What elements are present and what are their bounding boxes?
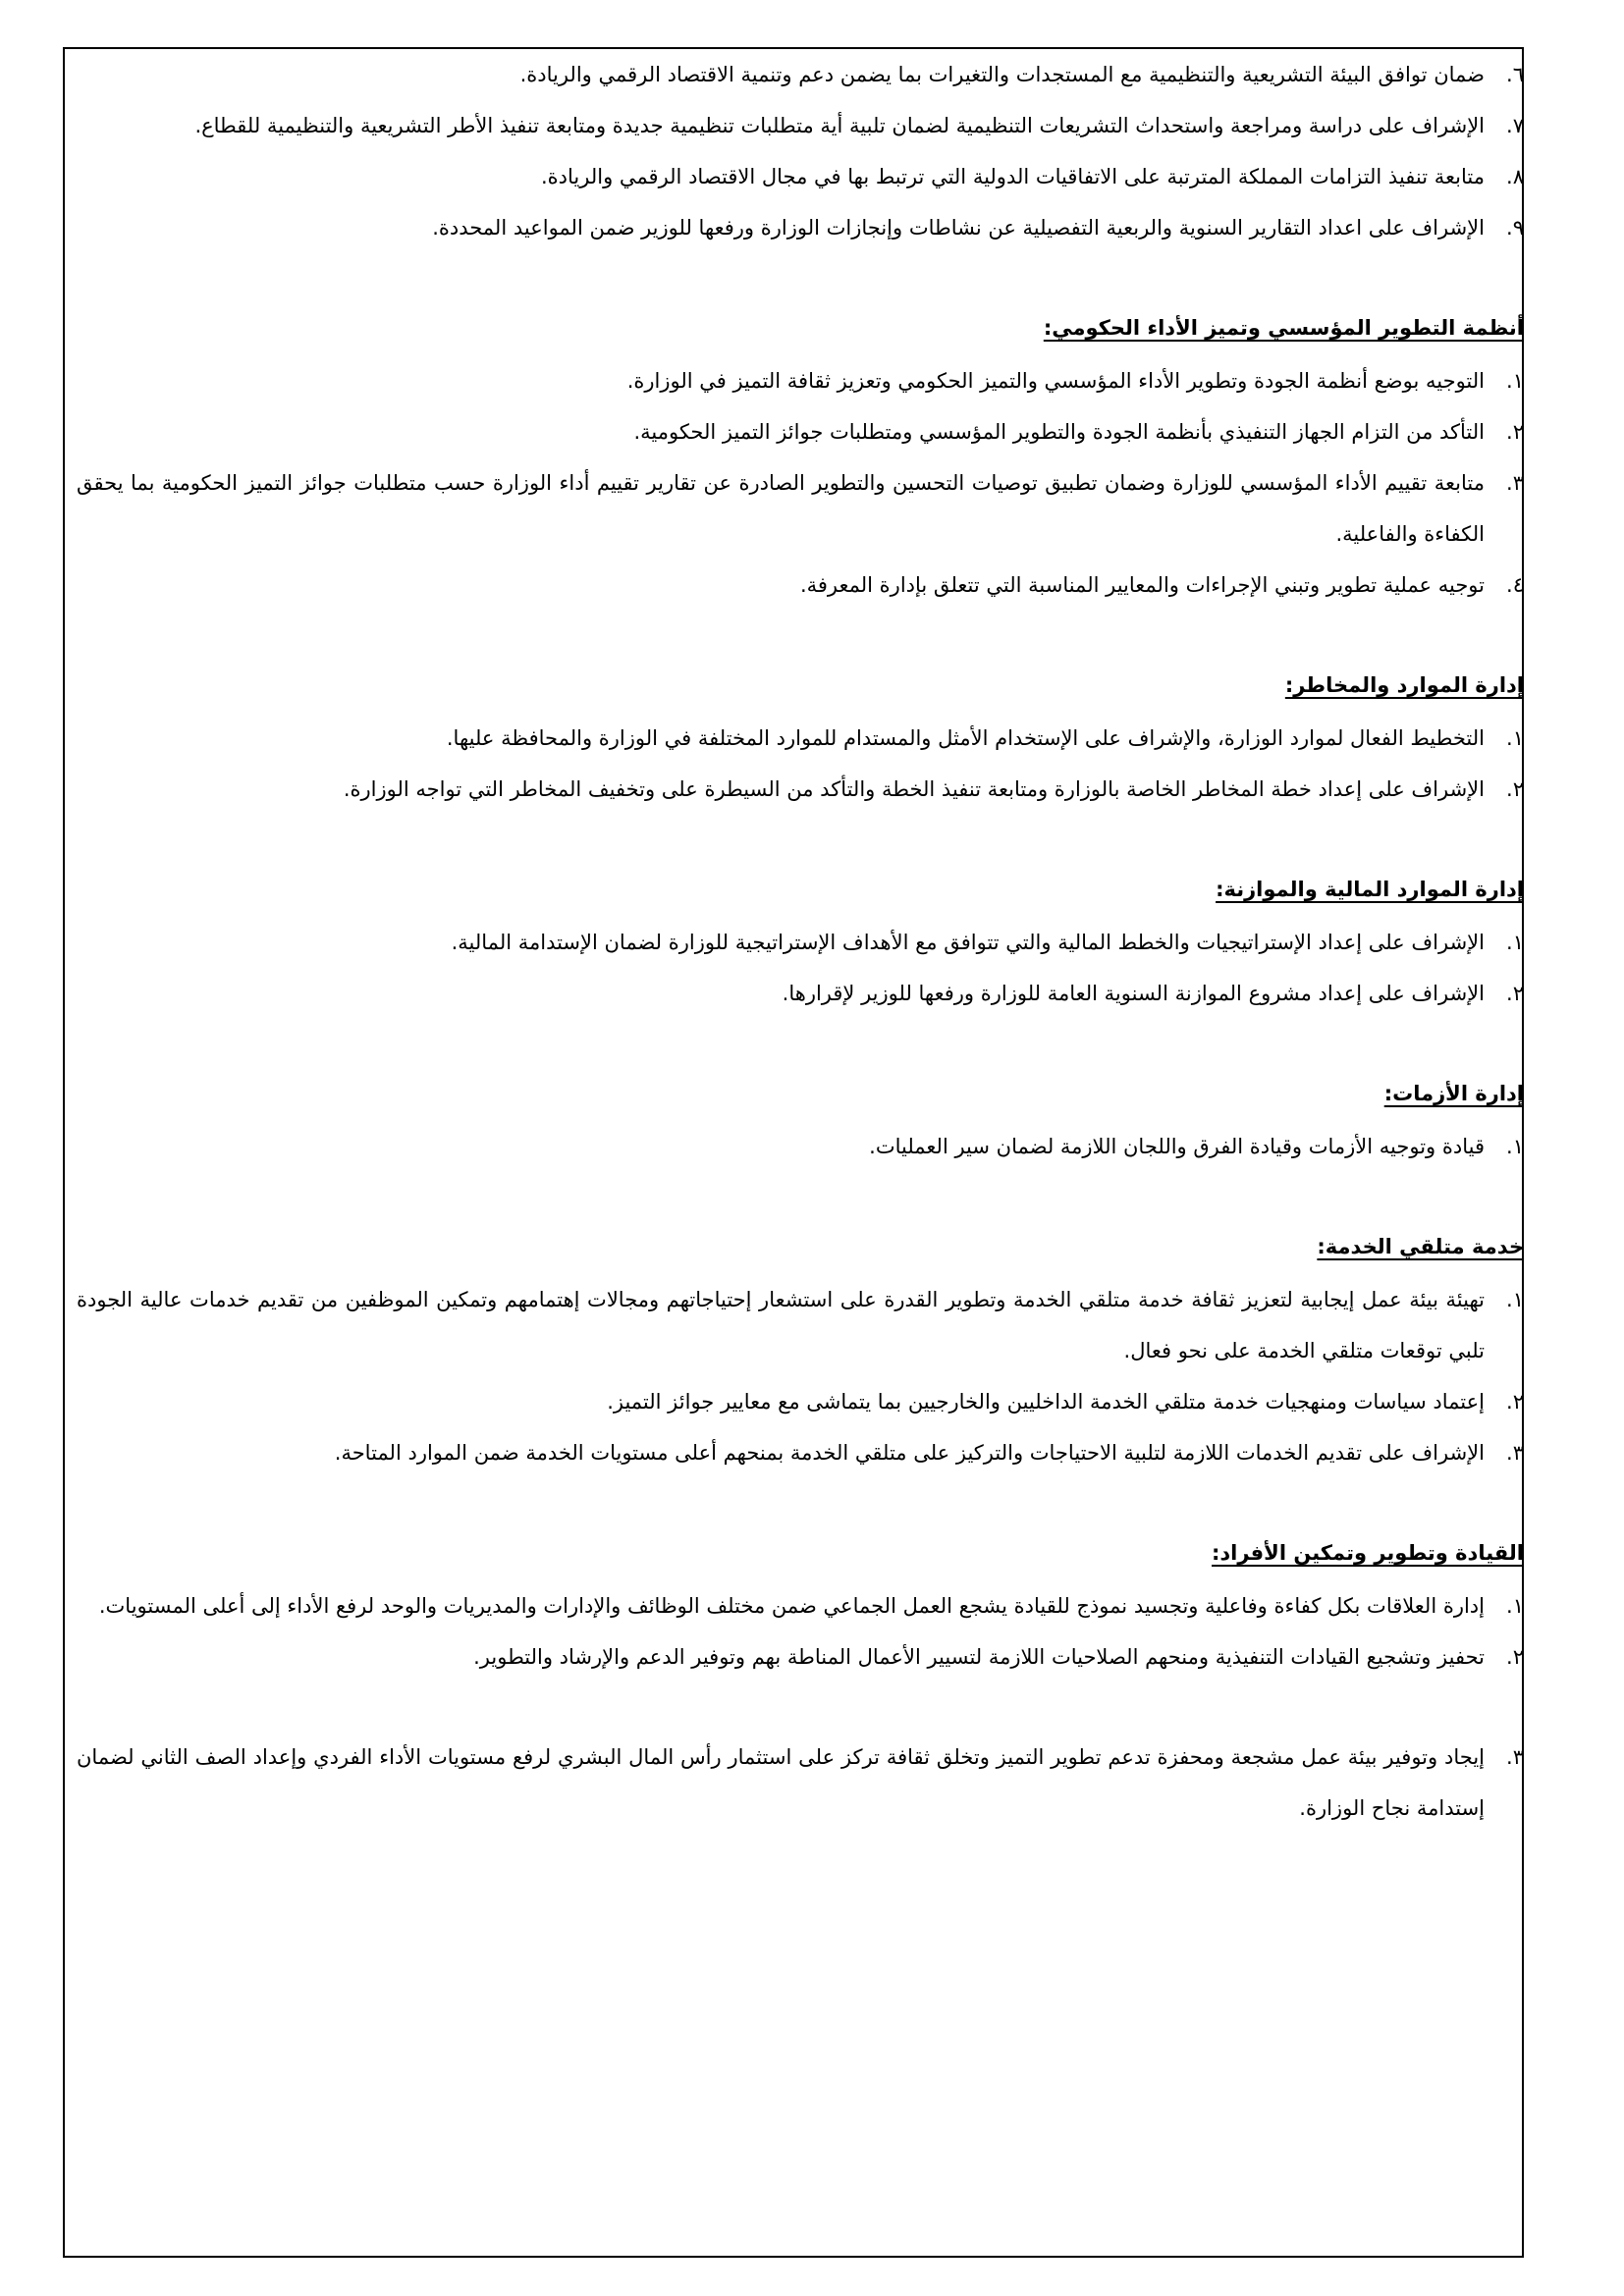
section-legislation <box>77 49 1524 253</box>
item-text: الإشراف على إعداد الإستراتيجيات والخطط المالية والتي تتوافق مع الأهداف الإستراتيجية للوزارة لضمان الإستدامة المالية. <box>451 931 1485 954</box>
section-crisis-management <box>77 1068 1524 1172</box>
section-heading: إدارة الأزمات: <box>1383 1082 1524 1105</box>
item-number: ٩. <box>1506 216 1524 240</box>
section-heading: خدمة متلقي الخدمة: <box>1317 1235 1524 1258</box>
item-text: متابعة تقييم الأداء المؤسسي للوزارة وضمان تطبيق توصيات التحسين والتطوير الصادرة عن تقارير تقييم أداء الوزارة حسب متطلبات جوائز التميز الحكومية بما يحقق الكفاءة والفاعلية. <box>77 471 1485 546</box>
document-body <box>77 49 1524 1834</box>
item-number: ١. <box>1506 931 1524 954</box>
section-heading: القيادة وتطوير وتمكين الأفراد: <box>1212 1541 1524 1565</box>
item-text: الإشراف على دراسة ومراجعة واستحداث التشريعات التنظيمية لضمان تلبية أية متطلبات تنظيمية جديدة ومتابعة تنفيذ الأطر التشريعية والتنظيمية للقطاع. <box>194 114 1485 137</box>
item-text: إيجاد وتوفير بيئة عمل مشجعة ومحفزة تدعم تطوير التميز وتخلق ثقافة تركز على استثمار رأس المال البشري لرفع مستويات الأداء الفردي وإعداد الصف الثاني لضمان إستدامة نجاح الوزارة. <box>77 1745 1485 1820</box>
list-item <box>77 1732 1524 1834</box>
item-number: ١. <box>1506 1288 1524 1311</box>
list-item <box>77 560 1524 611</box>
list-item <box>77 1580 1524 1631</box>
item-number: ٢. <box>1506 982 1524 1005</box>
item-text: متابعة تنفيذ التزامات المملكة المترتبة على الاتفاقيات الدولية التي ترتبط بها في مجال الاقتصاد الرقمي والريادة. <box>540 165 1485 188</box>
item-number: ٢. <box>1506 777 1524 801</box>
section-heading: إدارة الموارد والمخاطر: <box>1284 673 1524 697</box>
list-item <box>77 355 1524 406</box>
list-item <box>77 49 1524 100</box>
list-item <box>77 202 1524 253</box>
list-item <box>77 1376 1524 1427</box>
item-text: ضمان توافق البيئة التشريعية والتنظيمية مع المستجدات والتغيرات بما يضمن دعم وتنمية الاقتصاد الرقمي والريادة. <box>519 63 1485 86</box>
list-item <box>77 1427 1524 1478</box>
list-item <box>77 151 1524 202</box>
item-text: التخطيط الفعال لموارد الوزارة، والإشراف على الإستخدام الأمثل والمستدام للموارد المختلفة في الوزارة والمحافظة عليها. <box>446 726 1485 750</box>
list-item <box>77 1631 1524 1682</box>
item-text: التوجيه بوضع أنظمة الجودة وتطوير الأداء المؤسسي والتميز الحكومي وتعزيز ثقافة التميز في الوزارة. <box>626 369 1485 393</box>
item-number: ١. <box>1506 726 1524 750</box>
list-item <box>77 764 1524 815</box>
section-heading: أنظمة التطوير المؤسسي وتميز الأداء الحكومي: <box>1043 316 1524 340</box>
item-text: الإشراف على إعداد خطة المخاطر الخاصة بالوزارة ومتابعة تنفيذ الخطة والتأكد من السيطرة على وتخفيف المخاطر التي تواجه الوزارة. <box>343 777 1485 801</box>
item-text: تحفيز وتشجيع القيادات التنفيذية ومنحهم الصلاحيات اللازمة لتسيير الأعمال المناطة بهم وتوفير الدعم والإرشاد والتطوير. <box>473 1645 1485 1669</box>
item-number: ٢. <box>1506 1390 1524 1414</box>
list-item <box>77 457 1524 560</box>
item-text: إعتماد سياسات ومنهجيات خدمة متلقي الخدمة الداخليين والخارجيين بما يتماشى مع معايير جوائز التميز. <box>607 1390 1485 1414</box>
list-item <box>77 406 1524 457</box>
item-number: ٧. <box>1506 114 1524 137</box>
item-number: ٢. <box>1506 420 1524 444</box>
list-item <box>77 1274 1524 1376</box>
item-text: الإشراف على إعداد مشروع الموازنة السنوية العامة للوزارة ورفعها للوزير لإقرارها. <box>782 982 1485 1005</box>
blank-line <box>77 1682 1524 1732</box>
list-item <box>77 713 1524 764</box>
section-institutional-development <box>77 302 1524 611</box>
item-number: ١. <box>1506 1135 1524 1158</box>
list-item <box>77 968 1524 1019</box>
item-text: التأكد من التزام الجهاز التنفيذي بأنظمة الجودة والتطوير المؤسسي ومتطلبات جوائز التميز الحكومية. <box>633 420 1485 444</box>
item-number: ٢. <box>1506 1645 1524 1669</box>
item-number: ٤. <box>1506 573 1524 597</box>
section-finance-budget <box>77 864 1524 1019</box>
section-customer-service <box>77 1221 1524 1478</box>
item-number: ١. <box>1506 1594 1524 1618</box>
item-text: الإشراف على تقديم الخدمات اللازمة لتلبية الاحتياجات والتركيز على متلقي الخدمة بمنحهم أعلى مستويات الخدمة ضمن الموارد المتاحة. <box>334 1441 1485 1465</box>
item-number: ٣. <box>1506 1745 1524 1769</box>
item-text: إدارة العلاقات بكل كفاءة وفاعلية وتجسيد نموذج للقيادة يشجع العمل الجماعي ضمن مختلف الوظائف والإدارات والمديريات والوحد لرفع الأداء إلى أعلى المستويات. <box>98 1594 1485 1618</box>
list-item <box>77 1121 1524 1172</box>
item-text: الإشراف على اعداد التقارير السنوية والربعية التفصيلية عن نشاطات وإنجازات الوزارة ورفعها للوزير ضمن المواعيد المحددة. <box>432 216 1485 240</box>
item-number: ٦. <box>1506 63 1524 86</box>
section-heading: إدارة الموارد المالية والموازنة: <box>1216 878 1524 901</box>
list-item <box>77 917 1524 968</box>
item-text: قيادة وتوجيه الأزمات وقيادة الفرق واللجان اللازمة لضمان سير العمليات. <box>869 1135 1485 1158</box>
item-number: ٣. <box>1506 1441 1524 1465</box>
list-item <box>77 100 1524 151</box>
item-text: توجيه عملية تطوير وتبني الإجراءات والمعايير المناسبة التي تتعلق بإدارة المعرفة. <box>799 573 1485 597</box>
item-number: ١. <box>1506 369 1524 393</box>
item-text: تهيئة بيئة عمل إيجابية لتعزيز ثقافة خدمة متلقي الخدمة وتطوير القدرة على استشعار إحتياجاتهم ومجالات إهتمامهم وتمكين الموظفين من تقديم خدمات عالية الجودة تلبي توقعات متلقي الخدمة على نحو فعال. <box>77 1288 1485 1362</box>
section-resources-risks <box>77 660 1524 815</box>
item-number: ٨. <box>1506 165 1524 188</box>
section-leadership <box>77 1527 1524 1834</box>
item-number: ٣. <box>1506 471 1524 495</box>
